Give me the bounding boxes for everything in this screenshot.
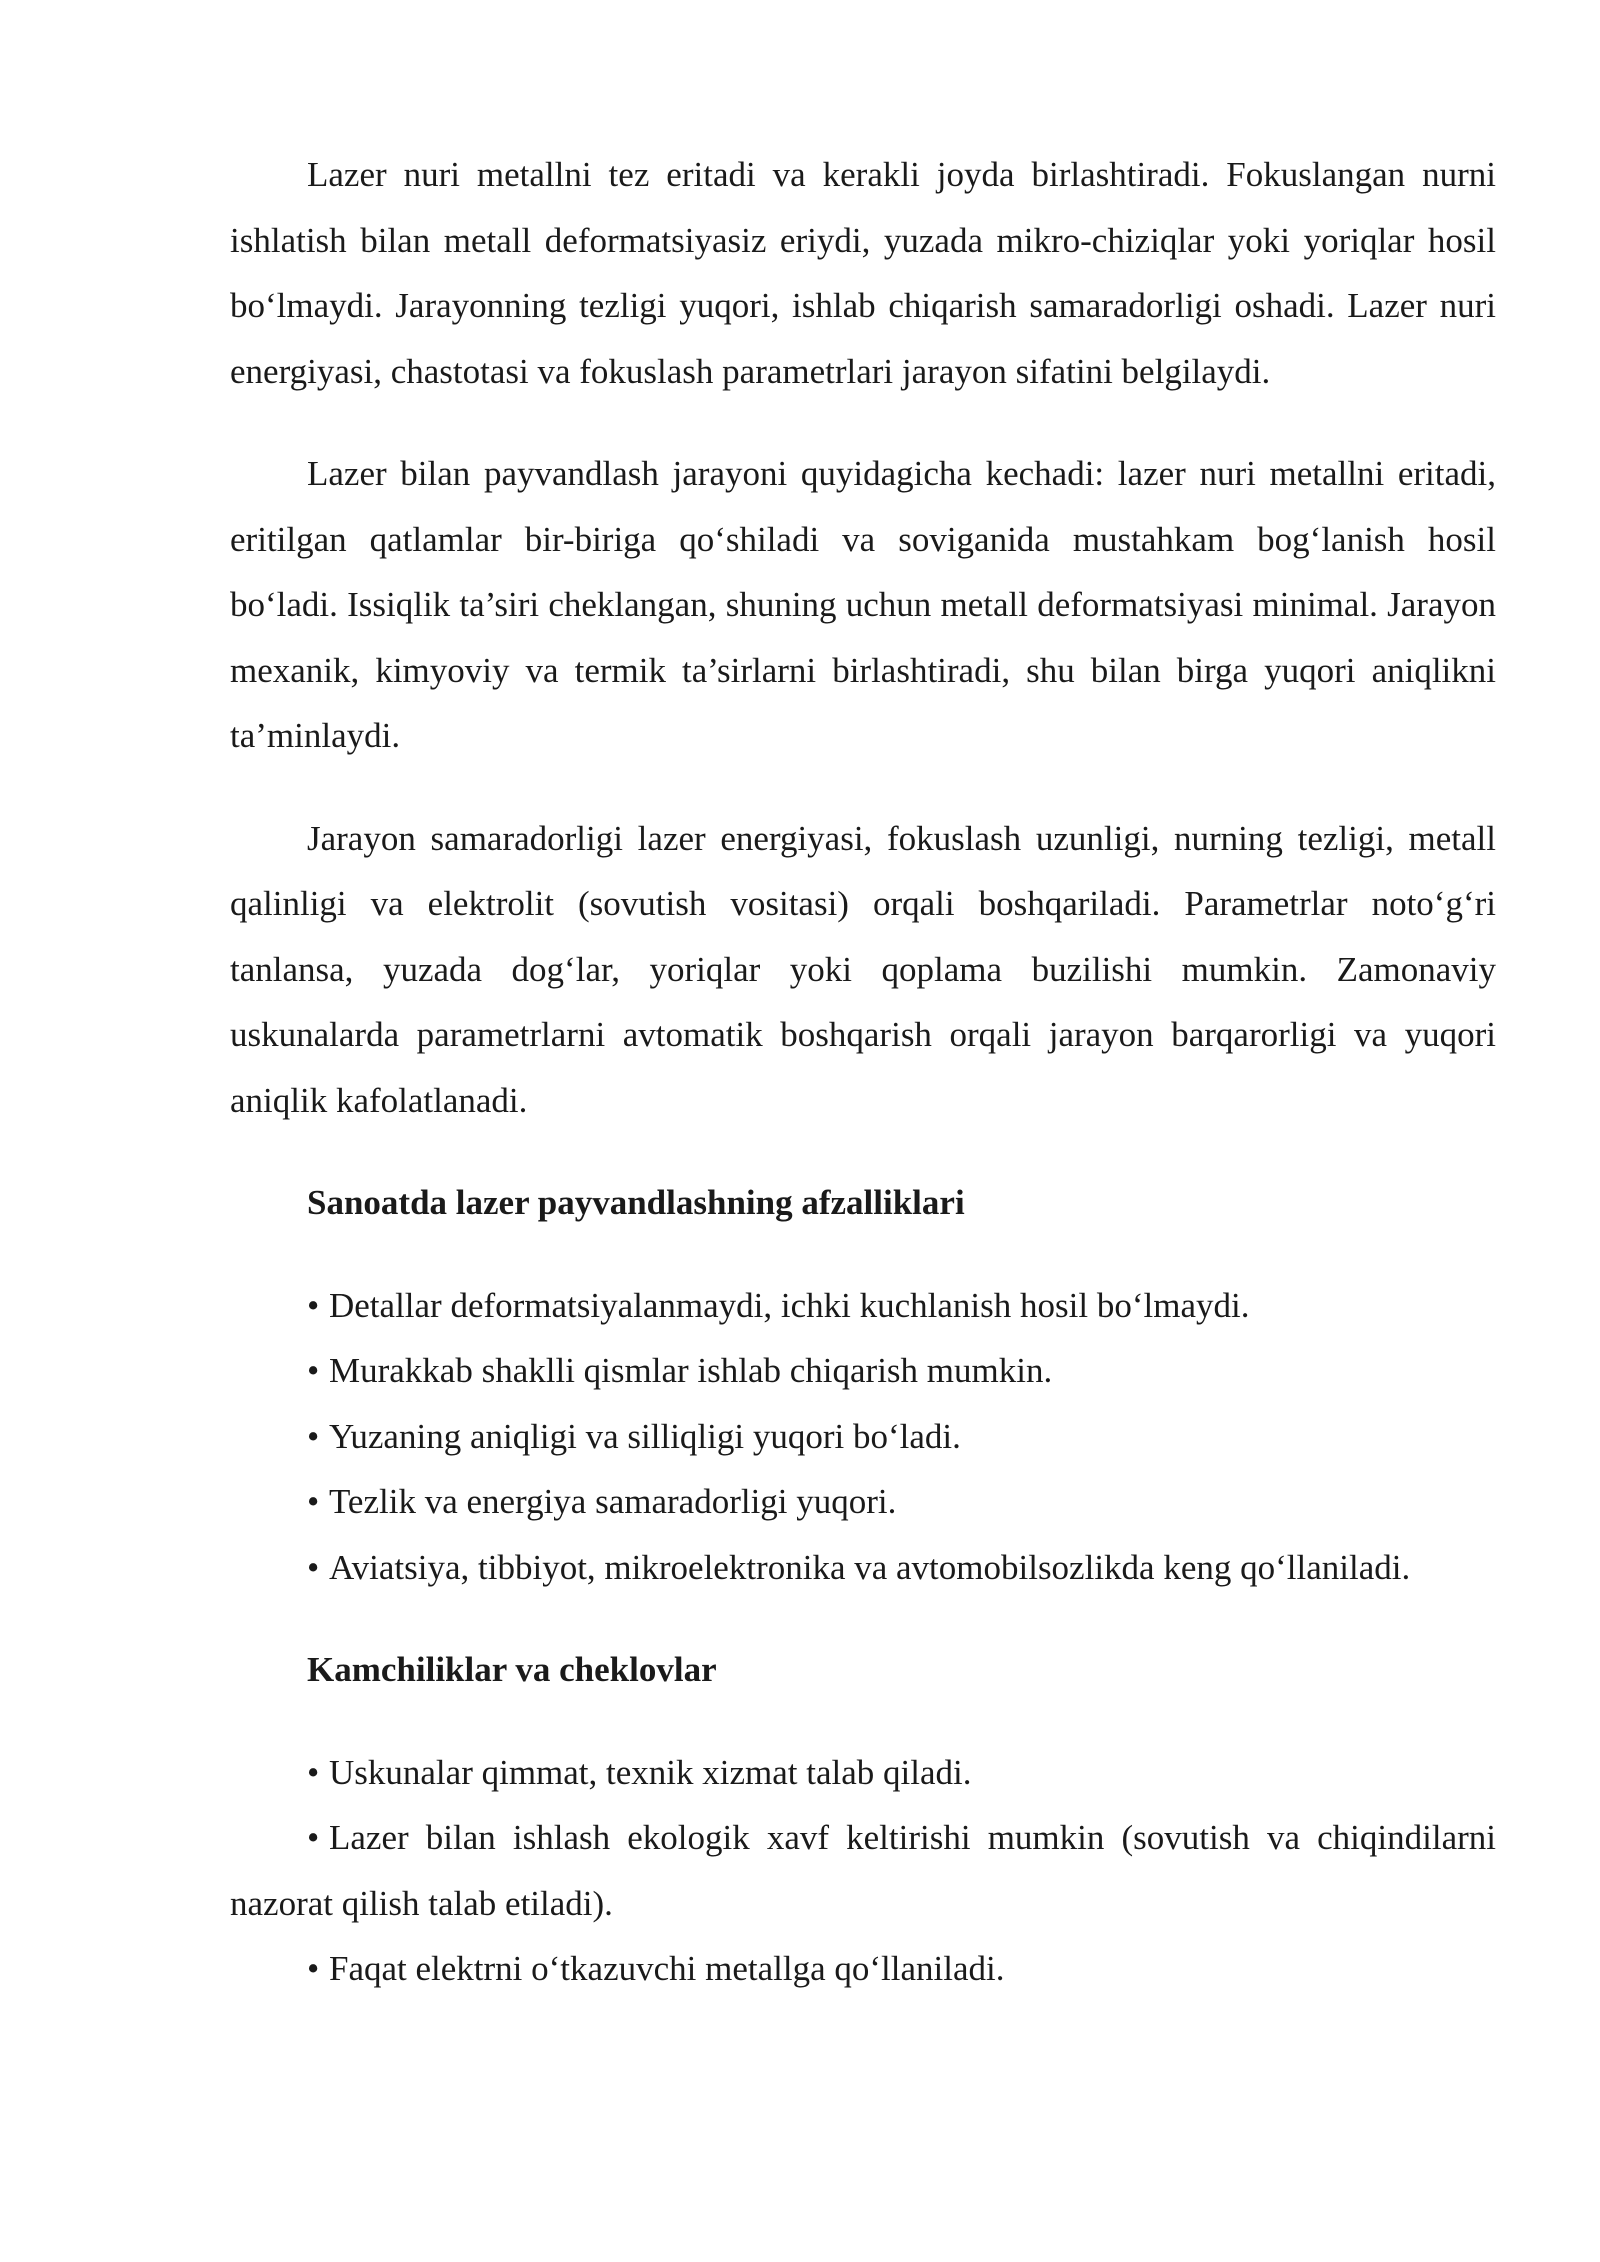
paragraph-process: Lazer bilan payvandlash jarayoni quyidagicha kechadi: lazer nuri metallni eritadi, eritilgan qatlamlar bir-biriga qo‘shiladi va soviganida mustahkam bog‘lanish hosil bo‘ladi. Issiqlik ta’siri cheklangan, shuning uchun metall deformatsiyasi minimal. Jarayon mexanik, kimyoviy va termik ta’sirlarni birlashtiradi, shu bilan birga yuqori aniqlikni ta’minlaydi.	[230, 454, 1496, 755]
list-item-text: Lazer bilan ishlash ekologik xavf keltirishi mumkin (sovutish va chiqindilarni nazorat qilish talab etiladi).	[230, 1818, 1496, 1923]
bullet-icon: •	[307, 1285, 320, 1325]
list-item	[230, 1805, 1496, 1936]
heading-advantages: Sanoatda lazer payvandlashning afzalliklari	[307, 1183, 965, 1222]
list-item-text: Uskunalar qimmat, texnik xizmat talab qiladi.	[329, 1752, 972, 1792]
list-item-text: Murakkab shaklli qismlar ishlab chiqarish mumkin.	[329, 1351, 1053, 1390]
bullet-icon: •	[307, 1351, 320, 1390]
list-item	[230, 1740, 1496, 1806]
list-item	[230, 1338, 1496, 1404]
list-item	[230, 1535, 1496, 1601]
list-item	[230, 1936, 1496, 2002]
list-item-text: Yuzaning aniqligi va silliqligi yuqori bo‘ladi.	[329, 1416, 961, 1456]
list-item-text: Aviatsiya, tibbiyot, mikroelektronika va avtomobilsozlikda keng qo‘llaniladi.	[329, 1547, 1411, 1587]
list-item	[230, 1469, 1496, 1535]
paragraph-parameters: Jarayon samaradorligi lazer energiyasi, fokuslash uzunligi, nurning tezligi, metall qalinligi va elektrolit (sovutish vositasi) orqali boshqariladi. Parametrlar noto‘g‘ri tanlansa, yuzada dog‘lar, yoriqlar yoki qoplama buzilishi mumkin. Zamonaviy uskunalarda parametrlarni avtomatik boshqarish orqali jarayon barqarorligi va yuqori aniqlik kafolatlanadi.	[230, 818, 1496, 1120]
bullet-icon: •	[307, 1818, 320, 1857]
list-item-text: Faqat elektrni o‘tkazuvchi metallga qo‘llaniladi.	[329, 1949, 1005, 1988]
paragraph-intro: Lazer nuri metallni tez eritadi va kerakli joyda birlashtiradi. Fokuslangan nurni ishlatish bilan metall deformatsiyasiz eriydi, yuzada mikro-chiziqlar yoki yoriqlar hosil bo‘lmaydi. Jarayonning tezligi yuqori, ishlab chiqarish samaradorligi oshadi. Lazer nuri energiyasi, chastotasi va fokuslash parametrlari jarayon sifatini belgilaydi.	[230, 155, 1496, 391]
list-item	[230, 1404, 1496, 1470]
document-body	[230, 142, 1496, 2002]
limitations-list	[230, 1740, 1496, 2002]
list-item-text: Tezlik va energiya samaradorligi yuqori.	[329, 1482, 897, 1521]
bullet-icon: •	[307, 1416, 320, 1456]
bullet-icon: •	[307, 1482, 320, 1521]
list-item	[230, 1273, 1496, 1339]
heading-limitations: Kamchiliklar va cheklovlar	[307, 1650, 717, 1689]
bullet-icon: •	[307, 1752, 320, 1792]
bullet-icon: •	[307, 1547, 320, 1587]
list-item-text: Detallar deformatsiyalanmaydi, ichki kuchlanish hosil bo‘lmaydi.	[329, 1285, 1250, 1325]
advantages-list	[230, 1273, 1496, 1601]
bullet-icon: •	[307, 1949, 320, 1988]
